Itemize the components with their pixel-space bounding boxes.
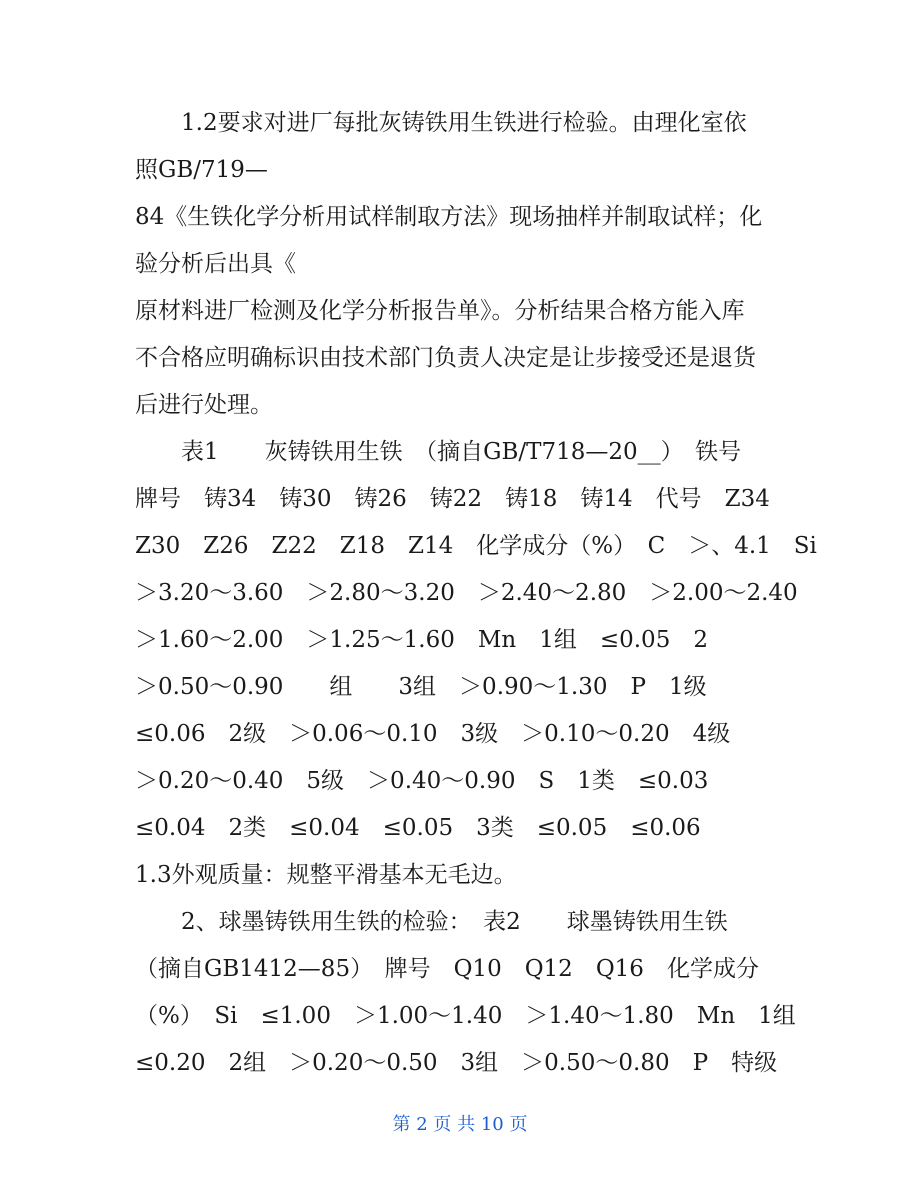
text-line: 牌号 铸34 铸30 铸26 铸22 铸18 铸14 代号 Z34 bbox=[135, 486, 770, 512]
text-line: 1.3外观质量：规整平滑基本无毛边。 bbox=[135, 862, 517, 888]
text-line: ＞1.60～2.00 ＞1.25～1.60 Mn 1组 ≤0.05 2 bbox=[135, 627, 708, 653]
text-line: ＞0.20～0.40 5级 ＞0.40～0.90 S 1类 ≤0.03 bbox=[135, 768, 709, 794]
text-line: （摘自GB1412—85） 牌号 Q10 Q12 Q16 化学成分 bbox=[135, 956, 759, 982]
text-line: （%） Si ≤1.00 ＞1.00～1.40 ＞1.40～1.80 Mn 1组 bbox=[135, 1003, 796, 1029]
text-line: ≤0.20 2组 ＞0.20～0.50 3组 ＞0.50～0.80 P 特级 bbox=[135, 1050, 778, 1076]
text-line: Z30 Z26 Z22 Z18 Z14 化学成分（%） C ＞、4.1 Si bbox=[135, 533, 817, 559]
text-line: ＞0.50～0.90 组 3组 ＞0.90～1.30 P 1级 bbox=[135, 674, 707, 700]
text-line: 不合格应明确标识由技术部门负责人决定是让步接受还是退货 bbox=[135, 345, 756, 371]
text-line: 后进行处理。 bbox=[135, 392, 273, 418]
text-line: 验分析后出具《 bbox=[135, 251, 296, 277]
text-line: 1.2要求对进厂每批灰铸铁用生铁进行检验。由理化室依 bbox=[181, 110, 747, 136]
text-line: 原材料进厂检测及化学分析报告单》。分析结果合格方能入库 bbox=[135, 298, 745, 324]
text-line: ＞3.20～3.60 ＞2.80～3.20 ＞2.40～2.80 ＞2.00～2.40 bbox=[135, 580, 798, 606]
text-line: 2、球墨铸铁用生铁的检验： 表2 球墨铸铁用生铁 bbox=[181, 909, 728, 935]
page-number-footer: 第 2 页 共 10 页 bbox=[392, 1114, 528, 1135]
text-line: 照GB/719— bbox=[135, 157, 268, 183]
text-line: 84《生铁化学分析用试样制取方法》现场抽样并制取试样；化 bbox=[135, 204, 763, 230]
text-line: ≤0.06 2级 ＞0.06～0.10 3级 ＞0.10～0.20 4级 bbox=[135, 721, 731, 747]
text-line: 表1 灰铸铁用生铁 （摘自GB/T718—20__） 铁号 bbox=[181, 439, 742, 465]
document-body bbox=[135, 100, 817, 1087]
text-line: ≤0.04 2类 ≤0.04 ≤0.05 3类 ≤0.05 ≤0.06 bbox=[135, 815, 701, 841]
